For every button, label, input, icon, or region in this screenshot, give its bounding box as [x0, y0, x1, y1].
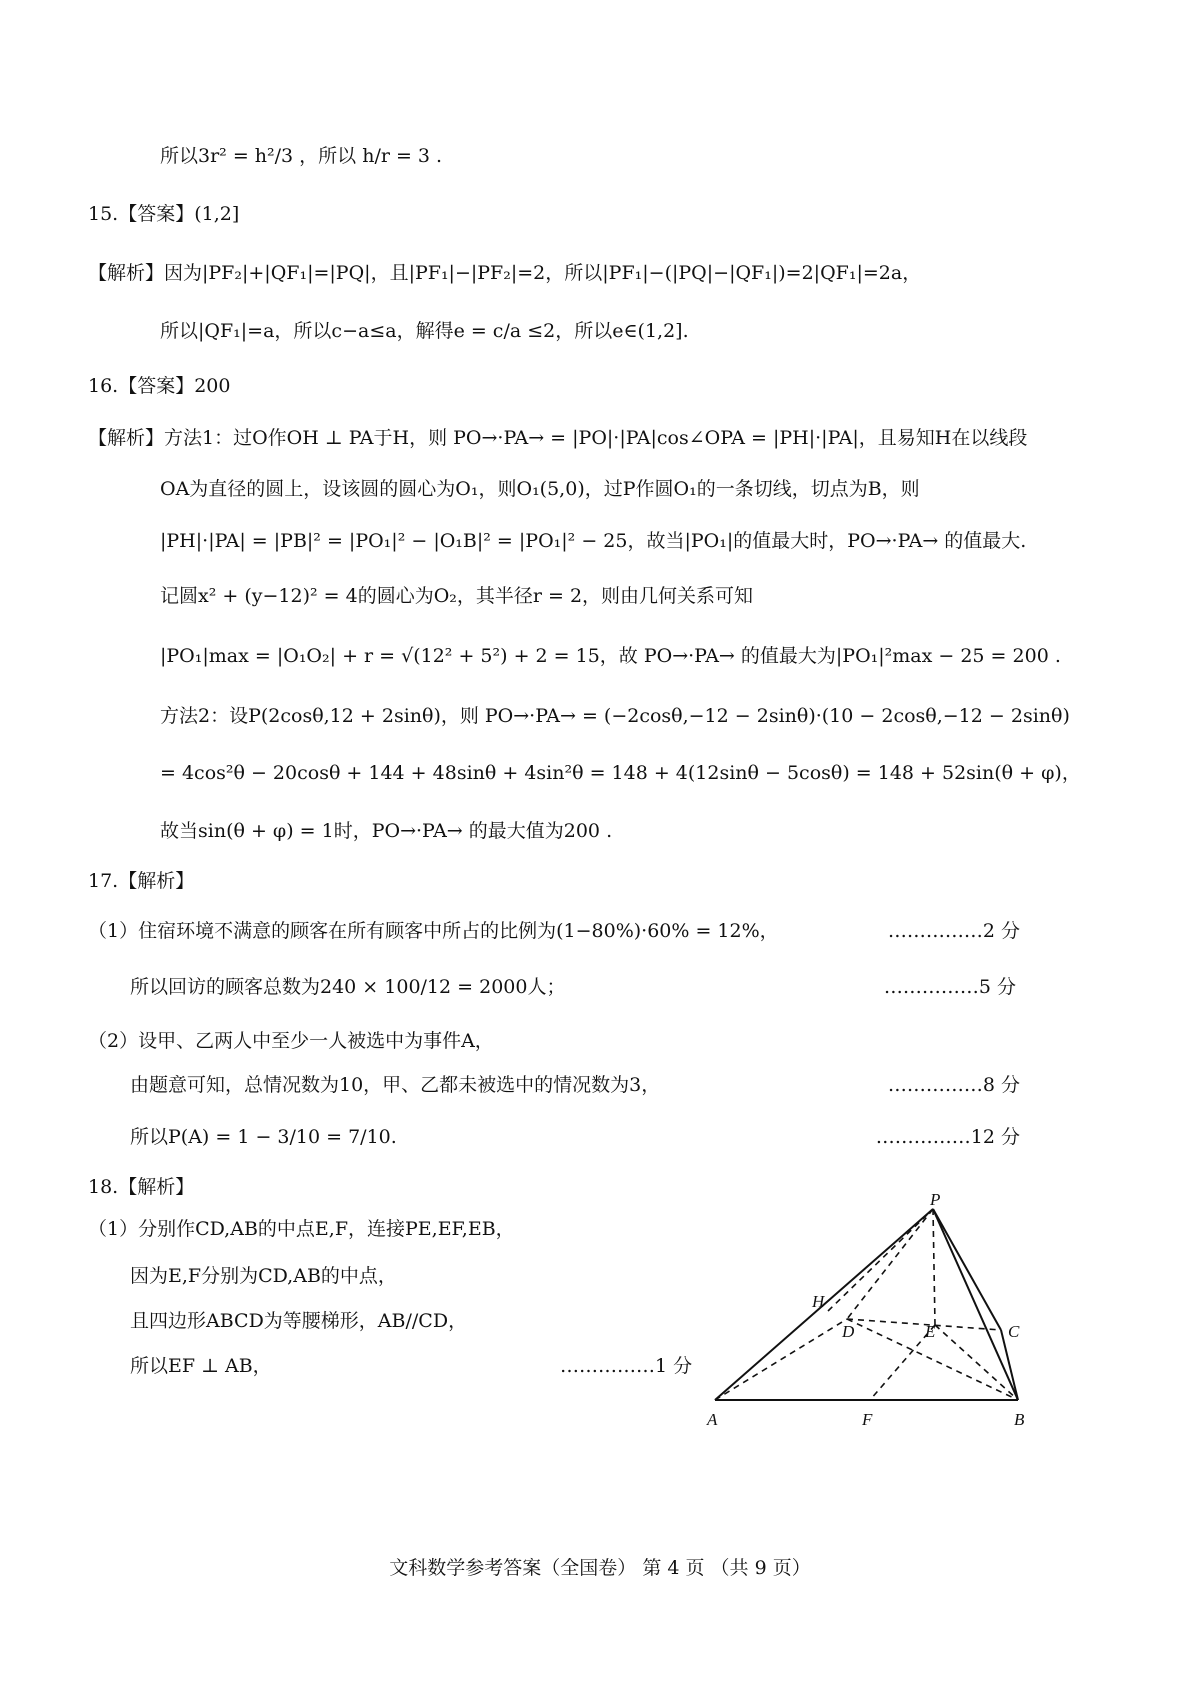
score-mark: ……………12 分	[875, 1126, 1020, 1148]
q16-method2-line-3: 故当sin(θ + φ) = 1时，PO→·PA→ 的最大值为200 .	[160, 820, 613, 842]
edge-ho-hidden	[828, 1209, 933, 1311]
q14-conclusion-line: 所以3r² = h²/3 ，所以 h/r = 3 .	[160, 145, 443, 167]
vertex-label-a: A	[707, 1410, 718, 1429]
page-footer: 文科数学参考答案（全国卷） 第 4 页 （共 9 页）	[389, 1557, 811, 1579]
q18-part1-line-2: 因为E,F分别为CD,AB的中点，	[130, 1265, 397, 1287]
q16-method2-line-1: 方法2：设P(2cosθ,12 + 2sinθ)，则 PO→·PA→ = (−2cosθ,−12 − 2sinθ)·(10 − 2cosθ,−12 − 2sinθ)	[160, 705, 1070, 727]
q17-heading: 17.【解析】	[88, 870, 195, 892]
score-mark: ……………5 分	[883, 976, 1016, 998]
edge-pd-hidden	[847, 1209, 933, 1319]
vertex-label-h: H	[812, 1292, 825, 1311]
vertex-label-f: F	[862, 1410, 873, 1429]
q16-method1-line-4: 记圆x² + (y−12)² = 4的圆心为O₂，其半径r = 2，则由几何关系可知	[160, 585, 754, 607]
edge-dc-hidden	[847, 1319, 1001, 1330]
q15-analysis-line-2: 所以|QF₁|=a，所以c−a≤a，解得e = c/a ≤2，所以e∈(1,2].	[160, 320, 689, 342]
q17-part1-line-1: （1）住宿环境不满意的顾客在所有顾客中所占的比例为(1−80%)·60% = 12%，	[88, 920, 779, 942]
edge-pb	[933, 1209, 1018, 1400]
vertex-label-p: P	[930, 1190, 941, 1209]
edge-pc	[933, 1209, 1001, 1330]
edge-pe-hidden	[933, 1209, 935, 1325]
q17-part1-line-2: 所以回访的顾客总数为240 × 100/12 = 2000人；	[130, 976, 566, 998]
vertex-label-d: D	[842, 1322, 855, 1341]
vertex-label-c: C	[1008, 1322, 1020, 1341]
q16-answer-heading: 16.【答案】200	[88, 375, 231, 397]
q17-part2-line-3: 所以P(A) = 1 − 3/10 = 7/10.	[130, 1126, 397, 1148]
q16-method1-line-2: OA为直径的圆上，设该圆的圆心为O₁，则O₁(5,0)，过P作圆O₁的一条切线，切点为B，则	[160, 478, 920, 500]
edge-eb-hidden	[935, 1325, 1018, 1400]
score-mark: ……………1 分	[560, 1355, 693, 1377]
q18-heading: 18.【解析】	[88, 1176, 195, 1198]
q17-part2-line-1: （2）设甲、乙两人中至少一人被选中为事件A，	[88, 1030, 494, 1052]
q18-part1-line-1: （1）分别作CD,AB的中点E,F，连接PE,EF,EB，	[88, 1218, 515, 1240]
score-mark: ……………2 分	[887, 920, 1020, 942]
q18-part1-line-3: 且四边形ABCD为等腰梯形，AB//CD，	[130, 1310, 468, 1332]
q16-method2-line-2: = 4cos²θ − 20cosθ + 144 + 48sinθ + 4sin²θ = 148 + 4(12sinθ − 5cosθ) = 148 + 52sin(θ + φ)，	[160, 762, 1081, 784]
vertex-label-b: B	[1014, 1410, 1025, 1429]
q15-analysis-line-1: 【解析】因为|PF₂|+|QF₁|=|PQ|，且|PF₁|−|PF₂|=2，所以|PF₁|−(|PQ|−|QF₁|)=2|QF₁|=2a，	[88, 262, 922, 284]
q18-part1-line-4: 所以EF ⊥ AB，	[130, 1355, 272, 1377]
q16-method1-line-5: |PO₁|max = |O₁O₂| + r = √(12² + 5²) + 2 = 15，故 PO→·PA→ 的值最大为|PO₁|²max − 25 = 200 .	[160, 645, 1061, 667]
score-mark: ……………8 分	[887, 1074, 1020, 1096]
q16-method1-line-1: 【解析】方法1：过O作OH ⊥ PA于H，则 PO→·PA→ = |PO|·|PA|cos∠OPA = |PH|·|PA|，且易知H在以线段	[88, 427, 1028, 449]
edge-ad-hidden	[715, 1319, 847, 1400]
q16-method1-line-3: |PH|·|PA| = |PB|² = |PO₁|² − |O₁B|² = |PO₁|² − 25，故当|PO₁|的值最大时，PO→·PA→ 的值最大.	[160, 530, 1027, 552]
vertex-label-e: E	[925, 1322, 936, 1341]
pyramid-figure	[707, 1190, 1140, 1515]
q15-answer-heading: 15.【答案】(1,2]	[88, 203, 240, 225]
q17-part2-line-2: 由题意可知，总情况数为10，甲、乙都未被选中的情况数为3，	[130, 1074, 661, 1096]
